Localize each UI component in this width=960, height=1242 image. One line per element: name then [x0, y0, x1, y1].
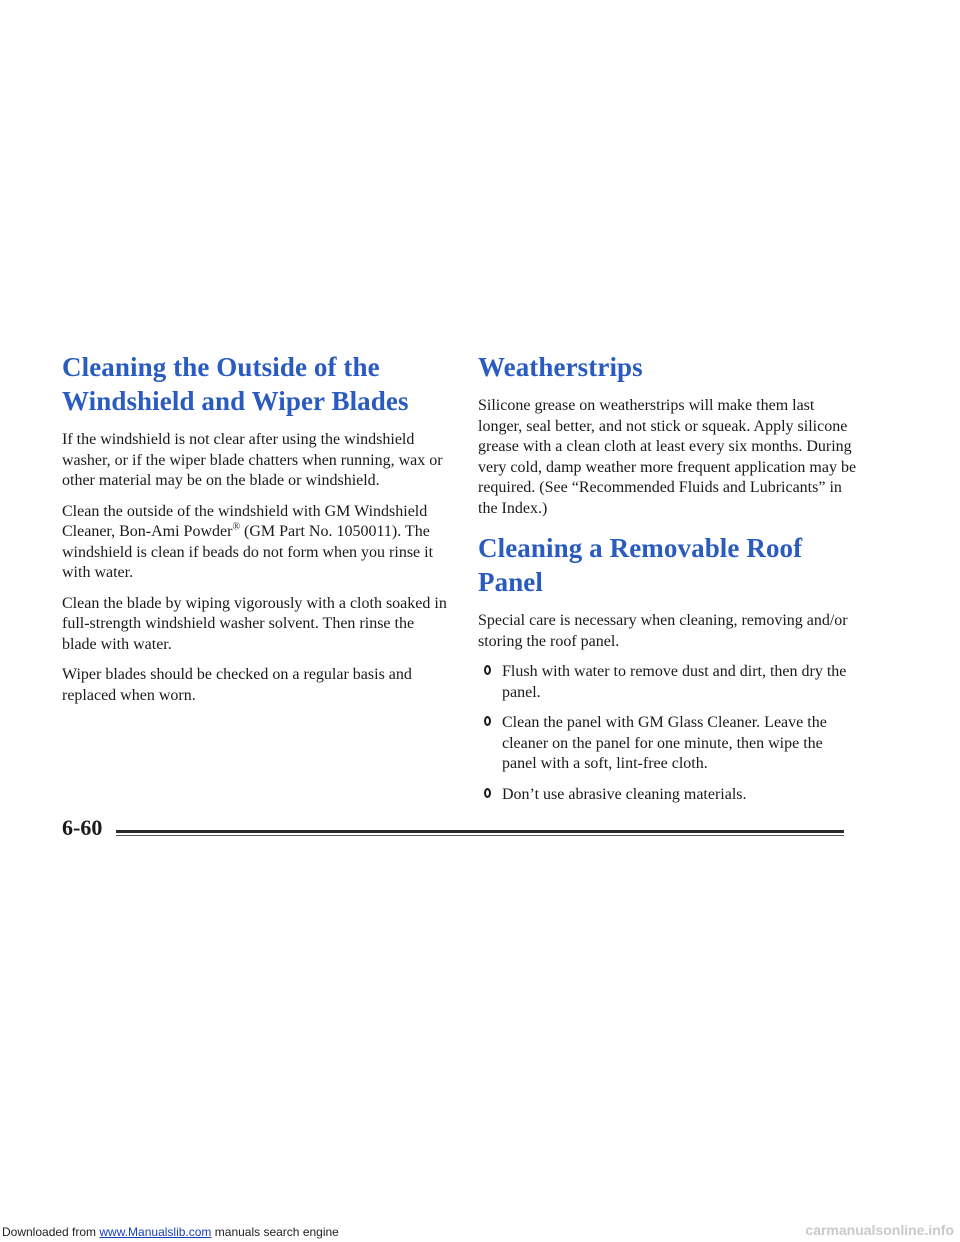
- bullet-icon: [484, 716, 491, 726]
- list-item-text: Don’t use abrasive cleaning materials.: [502, 785, 747, 803]
- heading-windshield-cleaning: Cleaning the Outside of the Windshield and Wiper Blades: [62, 352, 409, 416]
- paragraph-windshield-cleaner: [62, 502, 452, 584]
- paragraph-blade-replacement: Wiper blades should be checked on a regular basis and replaced when worn.: [62, 666, 412, 704]
- paragraph-roof-panel: Special care is necessary when cleaning, removing and/or storing the roof panel.: [478, 612, 848, 650]
- manualslib-link[interactable]: www.Manualslib.com: [99, 1225, 212, 1239]
- bullet-icon: [484, 788, 491, 798]
- list-item-text: Clean the panel with GM Glass Cleaner. Leave the cleaner on the panel for one minute, then wipe the panel with a soft, lint-free cloth.: [502, 714, 827, 772]
- footer-rule-thin: [116, 835, 844, 836]
- heading-weatherstrips: Weatherstrips: [478, 352, 643, 382]
- list-item: [478, 713, 858, 775]
- footer-prefix: Downloaded from: [2, 1225, 100, 1239]
- right-column: [478, 350, 858, 815]
- paragraph-blade-cleaning: Clean the blade by wiping vigorously with a cloth soaked in full-strength windshield washer solvent. Then rinse the blade with water.: [62, 594, 447, 653]
- list-item-text: Flush with water to remove dust and dirt, then dry the panel.: [502, 663, 847, 701]
- left-column: [62, 350, 452, 716]
- paragraph-windshield-cleaner-text-a: Clean the outside of the windshield with GM Windshield Cleaner, Bon-Ami Powder: [62, 502, 428, 540]
- list-item: [478, 785, 858, 806]
- list-item: [478, 662, 858, 703]
- footer-suffix: manuals search engine: [211, 1225, 339, 1239]
- paragraph-windshield-intro: If the windshield is not clear after using the windshield washer, or if the wiper blade chatters when running, wax or other material may be on the blade or windshield.: [62, 431, 443, 489]
- paragraph-windshield-cleaner-text-b: (GM Part No. 1050011). The windshield is clean if beads do not form when you rinse it with water.: [62, 523, 434, 581]
- heading-roof-panel: Cleaning a Removable Roof Panel: [478, 533, 803, 597]
- footer-rule: [116, 830, 844, 833]
- paragraph-weatherstrips: Silicone grease on weatherstrips will make them last longer, seal better, and not stick or squeak. Apply silicone grease with a clean cloth at least every six months. During very cold, damp weather more frequent application may be required. (See “Recommended Fluids and Lubricants” in the Index.): [478, 397, 857, 517]
- download-footer: [2, 1225, 339, 1239]
- bullet-icon: [484, 665, 491, 675]
- registered-mark: ®: [232, 521, 241, 533]
- page-number: 6-60: [62, 815, 103, 840]
- watermark: carmanualsonline.info: [805, 1222, 954, 1238]
- roof-panel-bullet-list: [478, 662, 858, 805]
